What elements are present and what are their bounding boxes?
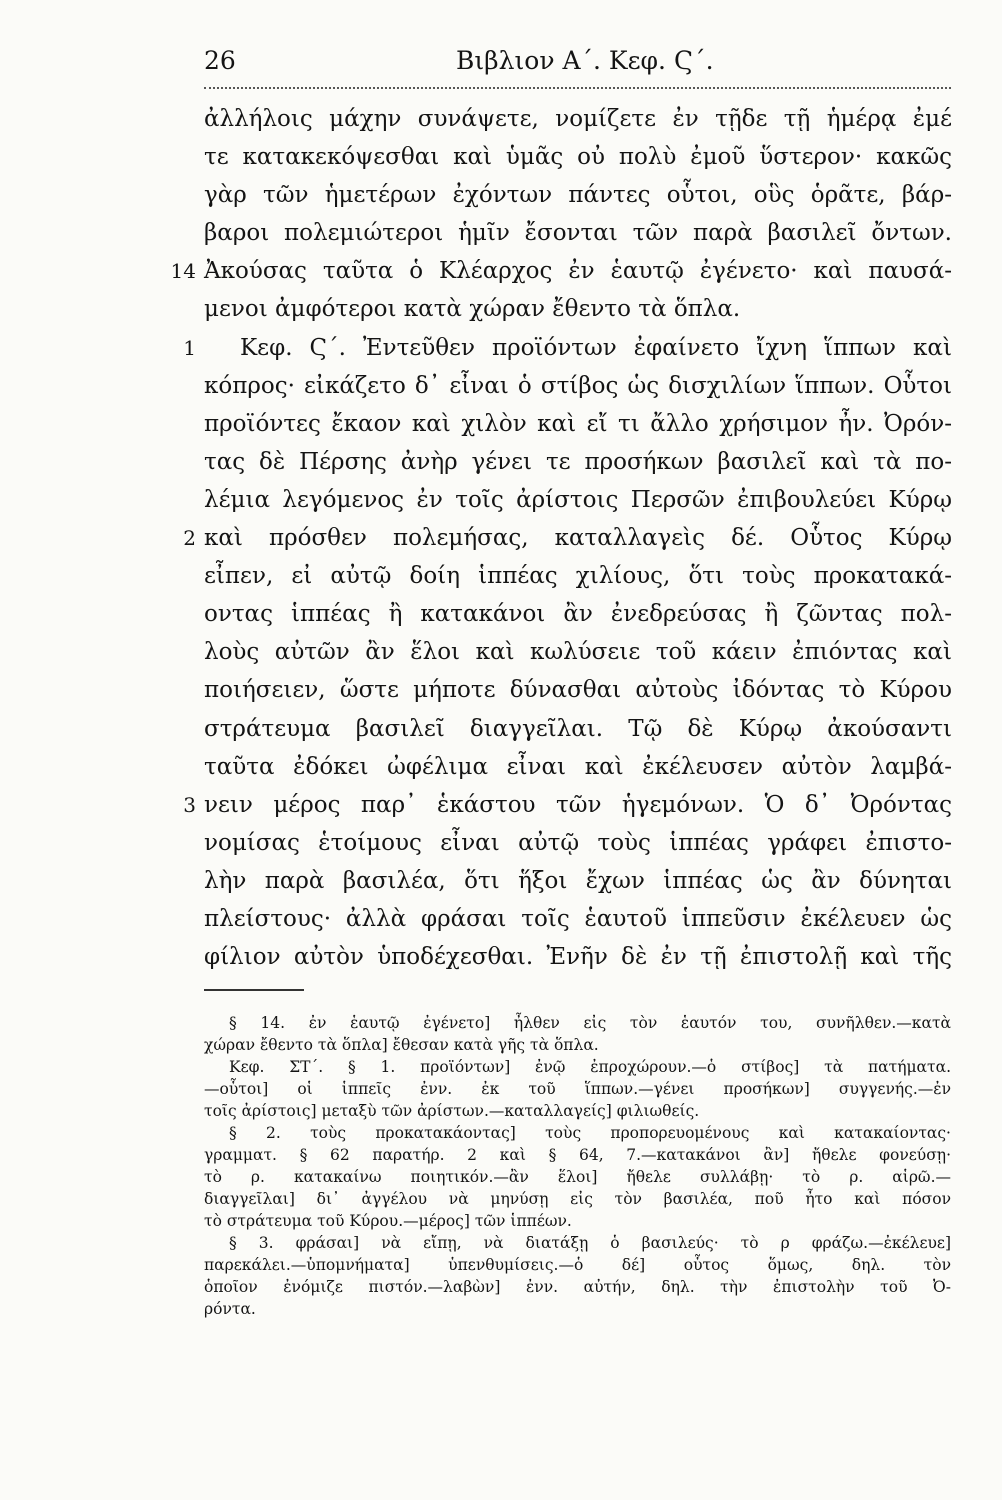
footnote-line: τοῖς ἀρίστοις] μεταξὺ τῶν ἀρίστων.—καταλλαγείς] φιλιωθείς. [204,1102,700,1120]
line-text: ποιήσειεν, ὥστε μήποτε δύνασθαι αὐτοὺς ἰδόντας τὸ Κύρου [204,677,952,704]
page-header [204,44,949,84]
text-line [204,748,952,786]
footnote-line: § 14. ἐν ἑαυτῷ ἐγένετο] ἦλθεν εἰς τὸν ἑαυτόν του, συνῆλθεν.—κατὰ [229,1014,951,1032]
line-text: Ἀκούσας ταῦτα ὁ Κλέαρχος ἐν ἑαυτῷ ἐγένετο· καὶ παυσά- [204,258,952,285]
footnote-line: παρεκάλει.—ὑπομνήματα] ὑπενθυμίσεις.—ὁ δέ] οὗτος ὅμως, δηλ. τὸν [204,1256,951,1274]
footnote-line: τὸ ρ. κατακαίνω ποιητικόν.—ἂν ἕλοι] ἤθελε συλλάβῃ· τὸ ρ. αἱρῶ.— [204,1168,951,1186]
section-number: 3 [183,792,196,817]
footnote-line: χώραν ἔθεντο τὰ ὅπλα] ἔθεσαν κατὰ γῆς τὰ ὅπλα. [204,1036,599,1054]
footnote-line: § 2. τοὺς προκατακάοντας] τοὺς προπορευομένους καὶ κατακαίοντας· [229,1124,951,1142]
text-line [204,557,952,595]
text-line [183,329,952,367]
section-number: 1 [183,335,196,360]
line-text: τε κατακεκόψεσθαι καὶ ὑμᾶς οὐ πολὺ ἐμοῦ ὕστερον· κακῶς [204,144,952,171]
text-line [204,405,952,443]
text-line [170,252,952,290]
section-number: 14 [170,259,196,284]
page-number: 26 [204,46,236,75]
text-line [204,824,952,862]
line-text: προϊόντες ἔκαον καὶ χιλὸν καὶ εἴ τι ἄλλο χρήσιμον ἦν. Ὀρόν- [204,410,952,437]
line-text: μενοι ἀμφότεροι κατὰ χώραν ἔθεντο τὰ ὅπλα. [204,296,741,323]
section-number: 2 [183,526,196,551]
footnote-line: Κεφ. ΣΤ΄. § 1. προϊόντων] ἐνῷ ἐπροχώρουν.—ὁ στίβος] τὰ πατήματα. [229,1058,951,1076]
text-line [204,862,952,900]
line-text: οντας ἱππέας ἢ κατακάνοι ἂν ἐνεδρεύσας ἢ ζῶντας πολ- [204,601,952,628]
footnote-line: διαγγεῖλαι] δι᾽ ἀγγέλου νὰ μηνύσῃ εἰς τὸν βασιλέα, ποῦ ἦτο καὶ πόσον [204,1190,951,1208]
text-line [204,138,952,176]
line-text: εἶπεν, εἰ αὐτῷ δοίη ἱππέας χιλίους, ὅτι τοὺς προκατακά- [204,563,952,590]
line-text: καὶ πρόσθεν πολεμήσας, καταλλαγεὶς δέ. Οὗτος Κύρῳ [204,525,952,552]
line-text: λέμια λεγόμενος ἐν τοῖς ἀρίστοις Περσῶν ἐπιβουλεύει Κύρῳ [204,486,952,513]
text-line [204,633,952,671]
text-line [204,443,952,481]
line-text: νειν μέρος παρ᾽ ἑκάστου τῶν ἡγεμόνων. Ὁ δ᾽ Ὀρόντας [204,791,952,818]
line-text: Κεφ. Ϛ΄. Ἐντεῦθεν προϊόντων ἐφαίνετο ἴχνη ἵππων καὶ [240,334,952,361]
text-line [204,595,952,633]
text-line [204,938,952,976]
footnote-rule [204,989,304,991]
text-line [204,481,952,519]
footnote-line: τὸ στράτευμα τοῦ Κύρου.—μέρος] τῶν ἱππέων. [204,1212,572,1230]
footnote-line: ὁποῖον ἐνόμιζε πιστόν.—λαβὼν] ἐνν. αὐτήν, δηλ. τὴν ἐπιστολὴν τοῦ Ὀ- [204,1278,951,1296]
main-text [170,100,952,976]
line-text: τας δὲ Πέρσης ἀνὴρ γένει τε προσήκων βασιλεῖ καὶ τὰ πο- [204,448,952,475]
text-line [204,367,952,405]
line-text: γὰρ τῶν ἡμετέρων ἐχόντων πάντες οὗτοι, οὓς ὁρᾶτε, βάρ- [204,182,952,209]
footnote-line: § 3. φράσαι] νὰ εἴπῃ, νὰ διατάξῃ ὁ βασιλεύς· τὸ ρ φράζω.—ἐκέλευε] [229,1234,951,1252]
line-text: φίλιον αὐτὸν ὑποδέχεσθαι. Ἐνῆν δὲ ἐν τῇ ἐπιστολῇ καὶ τῆς [204,944,952,971]
text-line [204,214,952,252]
text-line [204,900,952,938]
line-text: λὴν παρὰ βασιλέα, ὅτι ἥξοι ἔχων ἱππέας ὡς ἂν δύνηται [204,867,952,894]
text-line [204,671,952,709]
line-text: πλείστους· ἀλλὰ φράσαι τοῖς ἑαυτοῦ ἱππεῦσιν ἐκέλευεν ὡς [204,905,952,932]
text-line [204,710,952,748]
running-head: Βιβλιον Α΄. Κεφ. Ϛ΄. [456,46,714,75]
text-line [204,100,952,138]
line-text: ἀλλήλοις μάχην συνάψετε, νομίζετε ἐν τῇδε τῇ ἡμέρᾳ ἐμέ [204,106,952,132]
line-text: στράτευμα βασιλεῖ διαγγεῖλαι. Τῷ δὲ Κύρῳ ἀκούσαντι [204,715,952,742]
line-text: λοὺς αὐτῶν ἂν ἕλοι καὶ κωλύσειε τοῦ κάειν ἐπιόντας καὶ [204,639,952,666]
line-text: βαροι πολεμιώτεροι ἡμῖν ἔσονται τῶν παρὰ βασιλεῖ ὄντων. [204,220,952,247]
footnotes [204,1012,951,1320]
header-rule [204,87,951,89]
line-text: ταῦτα ἐδόκει ὠφέλιμα εἶναι καὶ ἐκέλευσεν αὐτὸν λαμβά- [204,753,952,780]
line-text: κόπρος· εἰκάζετο δ᾽ εἶναι ὁ στίβος ὡς δισχιλίων ἵππων. Οὗτοι [204,372,952,399]
footnote-line: —οὗτοι] οἱ ἱππεῖς ἐνν. ἐκ τοῦ ἵππων.—γένει προσήκων] συγγενής.—ἐν [204,1080,951,1098]
footnote-line: ρόντα. [204,1300,256,1318]
line-text: νομίσας ἑτοίμους εἶναι αὐτῷ τοὺς ἱππέας γράφει ἐπιστο- [204,829,952,856]
text-line [183,786,952,824]
footnote-line: γραμματ. § 62 παρατήρ. 2 καὶ § 64, 7.—κατακάνοι ἂν] ἤθελε φονεύσῃ· [204,1146,951,1164]
text-line [183,519,952,557]
text-line [204,290,952,328]
text-line [204,176,952,214]
